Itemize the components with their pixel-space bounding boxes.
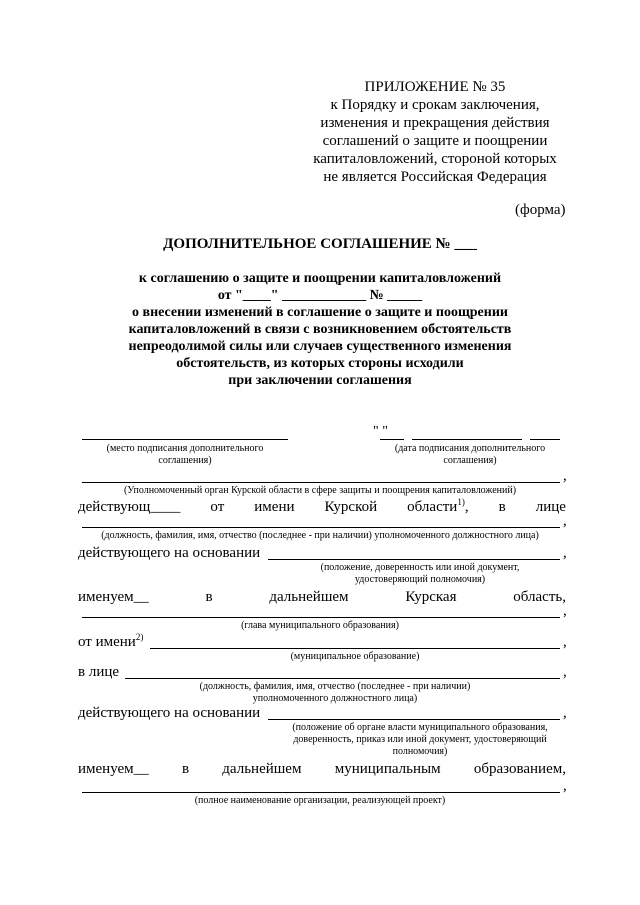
row-word: образованием, <box>473 761 566 777</box>
acting-row <box>78 498 566 516</box>
comma: , <box>563 603 567 619</box>
row-word: имени <box>254 499 295 515</box>
appendix-line: соглашений о защите и поощрении <box>322 133 548 149</box>
person-line <box>125 678 560 679</box>
subtitle-line: к соглашению о защите и поощрении капиталовложений <box>138 271 502 286</box>
row-word: действующ____ <box>78 499 181 515</box>
basis2-hint-line: доверенность, приказ или иной документ, удостоверяющий <box>293 734 547 745</box>
agreement-subtitle <box>0 270 640 389</box>
row-word: Курской <box>324 499 378 515</box>
comma: , <box>563 778 567 794</box>
municipality-hint: (муниципальное образование) <box>290 651 420 662</box>
row-word: именуем__ <box>78 761 149 777</box>
person-hint-line: уполномоченного должностного лица) <box>252 693 418 704</box>
subtitle-line: капиталовложений в связи с возникновением обстоятельств <box>128 322 512 337</box>
on-behalf-label <box>78 633 143 651</box>
row-word: области <box>407 499 458 515</box>
basis-hint <box>290 562 550 586</box>
row-word: в <box>498 499 506 515</box>
basis2-hint-line: (положение об органе власти муниципального образования, <box>292 722 548 733</box>
official-line <box>82 527 560 528</box>
row-word: в <box>181 761 190 777</box>
row-word: от <box>210 499 225 515</box>
appendix-line: капиталовложений, стороной которых <box>313 151 557 167</box>
date-month-line <box>412 439 522 440</box>
place-hint <box>70 443 300 467</box>
appendix-line: к Порядку и срокам заключения, <box>330 97 540 113</box>
row-word: муниципальным <box>334 761 441 777</box>
date-hint <box>360 443 580 467</box>
place-line <box>82 439 288 440</box>
appendix-line: изменения и прекращения действия <box>320 115 550 131</box>
date-day-line <box>380 439 404 440</box>
row-word-with-footnote <box>407 498 468 516</box>
official-hint: (должность, фамилия, имя, отчество (последнее - при наличии) уполномоченного должностного лица) <box>101 530 539 541</box>
row-word: область, <box>513 589 566 605</box>
organ-line <box>82 482 560 483</box>
comma: , <box>563 705 567 721</box>
subtitle-line: обстоятельств, из которых стороны исходили <box>176 356 464 371</box>
row-word: Курская <box>405 589 457 605</box>
basis-label: действующего на основании <box>78 545 261 561</box>
punctuation: , <box>464 499 469 515</box>
appendix-title: ПРИЛОЖЕНИЕ № 35 <box>364 79 506 95</box>
row-word: в <box>205 589 213 605</box>
subtitle-line: при заключении соглашения <box>228 373 412 388</box>
row-word: дальнейшем <box>222 761 302 777</box>
row-word: дальнейшем <box>269 589 349 605</box>
comma: , <box>563 545 567 561</box>
appendix-line: не является Российская Федерация <box>323 169 547 185</box>
row-word: именуем__ <box>78 589 149 605</box>
subtitle-line: от "____" ____________ № _____ <box>217 288 423 303</box>
comma: , <box>563 513 567 529</box>
place-hint-line: (место подписания дополнительного <box>106 443 264 454</box>
head-hint: (глава муниципального образования) <box>241 620 399 631</box>
basis-hint-line: удостоверяющий полномочия) <box>354 574 486 585</box>
basis-line <box>268 559 560 560</box>
footnote-ref: 1) <box>457 497 465 507</box>
comma: , <box>563 468 567 484</box>
basis2-hint-line: полномочия) <box>392 746 448 757</box>
agreement-title: ДОПОЛНИТЕЛЬНОЕ СОГЛАШЕНИЕ № ___ <box>163 236 477 252</box>
date-hint-line: соглашения) <box>443 455 497 466</box>
basis2-hint <box>275 722 565 758</box>
comma: , <box>563 664 567 680</box>
organization-line <box>82 792 560 793</box>
person-hint <box>130 681 540 705</box>
form-note: (форма) <box>515 202 566 218</box>
named-row <box>78 588 566 606</box>
comma: , <box>563 634 567 650</box>
subtitle-line: непреодолимой силы или случаев существенного изменения <box>128 339 512 354</box>
appendix-block <box>300 78 570 186</box>
municipality-line <box>150 648 560 649</box>
place-hint-line: соглашения) <box>158 455 212 466</box>
on-behalf-text: от имени <box>78 634 136 650</box>
date-year-line <box>530 439 560 440</box>
basis-hint-line: (положение, доверенность или иной документ, <box>320 562 520 573</box>
footnote-ref: 2) <box>135 632 144 642</box>
row-word: лице <box>535 499 566 515</box>
person-hint-line: (должность, фамилия, имя, отчество (последнее - при наличии) <box>199 681 471 692</box>
in-person-label: в лице <box>78 664 120 680</box>
head-line <box>82 617 560 618</box>
subtitle-line: о внесении изменений в соглашение о защите и поощрении <box>132 305 508 320</box>
organ-hint: (Уполномоченный орган Курской области в сфере защиты и поощрения капиталовложений) <box>123 485 517 496</box>
date-quotes: " " <box>373 424 388 439</box>
basis2-line <box>268 719 560 720</box>
organization-hint: (полное наименование организации, реализующей проект) <box>194 795 446 806</box>
date-hint-line: (дата подписания дополнительного <box>394 443 546 454</box>
named-municipality-row <box>78 760 566 778</box>
basis2-label: действующего на основании <box>78 705 261 721</box>
